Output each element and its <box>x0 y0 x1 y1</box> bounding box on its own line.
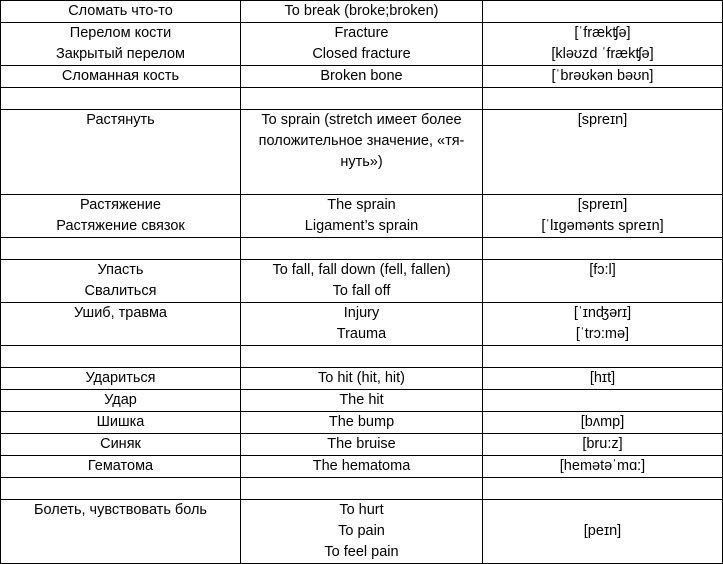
russian-cell-text: Растяжение <box>80 197 161 213</box>
transcription-cell-text: [ˈfrækʧə] <box>574 25 631 41</box>
english-cell <box>241 434 483 456</box>
english-cell <box>241 23 483 66</box>
russian-cell-text: Синяк <box>100 436 141 452</box>
russian-cell-text: Сломанная кость <box>61 68 180 84</box>
english-cell-text: To pain <box>338 523 385 539</box>
transcription-cell <box>483 303 723 346</box>
english-cell <box>241 1 483 23</box>
table-row <box>1 303 723 346</box>
transcription-cell-text: [bʌmp] <box>580 414 625 430</box>
russian-cell-text <box>5 346 236 367</box>
english-cell-text: The sprain <box>327 197 396 213</box>
transcription-cell-text: [ˈtrɔ:mə] <box>575 326 630 342</box>
table-row <box>1 478 723 500</box>
table-row <box>1 195 723 238</box>
english-cell <box>241 195 483 238</box>
english-cell <box>241 478 483 500</box>
russian-cell-text <box>5 238 236 259</box>
transcription-cell <box>483 434 723 456</box>
english-cell-text: To fall off <box>332 283 391 299</box>
transcription-cell-text: [ˈlɪgəmənts spreɪn] <box>541 218 664 234</box>
russian-cell <box>1 412 241 434</box>
russian-cell-text: Болеть, чувствовать боль <box>34 502 207 518</box>
russian-cell <box>1 368 241 390</box>
english-cell <box>241 368 483 390</box>
table-row <box>1 390 723 412</box>
transcription-cell-text <box>487 478 718 499</box>
russian-cell <box>1 195 241 238</box>
table-row <box>1 260 723 303</box>
english-cell-text: To sprain (stretch имеет более положительное значение, «тя-нуть») <box>258 112 465 170</box>
transcription-cell <box>483 88 723 110</box>
transcription-cell-text: [spreɪn] <box>577 197 628 213</box>
english-cell <box>241 88 483 110</box>
russian-cell <box>1 238 241 260</box>
transcription-cell <box>483 260 723 303</box>
english-cell <box>241 303 483 346</box>
russian-cell-text <box>5 88 236 109</box>
english-cell-text: Broken bone <box>320 68 403 84</box>
table-row <box>1 456 723 478</box>
russian-cell-text: Удариться <box>85 370 156 386</box>
transcription-cell-text <box>487 88 718 109</box>
transcription-cell-text: [hemətəˈmɑ:] <box>559 458 646 474</box>
russian-cell <box>1 303 241 346</box>
english-cell-text: Fracture <box>334 25 389 41</box>
english-cell <box>241 412 483 434</box>
table-row <box>1 434 723 456</box>
transcription-cell <box>483 368 723 390</box>
vocabulary-table-body <box>1 1 723 564</box>
english-cell <box>241 390 483 412</box>
english-cell-text <box>251 88 472 109</box>
russian-cell-text: Растяжение связок <box>56 218 185 234</box>
transcription-cell-text <box>487 346 718 367</box>
english-cell <box>241 238 483 260</box>
transcription-cell-text: [kləʊzd ˈfrækʧə] <box>551 46 654 62</box>
transcription-cell <box>483 390 723 412</box>
russian-cell-text: Гематома <box>87 458 154 474</box>
english-cell-text: The hematoma <box>312 458 411 474</box>
russian-cell <box>1 434 241 456</box>
russian-cell-text: Шишка <box>96 414 145 430</box>
transcription-cell-text: [hɪt] <box>589 370 616 386</box>
table-row <box>1 23 723 66</box>
transcription-cell <box>483 195 723 238</box>
transcription-cell-text <box>487 500 718 521</box>
transcription-cell-text: [ˈbrəʊkən bəʊn] <box>551 68 654 84</box>
russian-cell <box>1 23 241 66</box>
russian-cell <box>1 110 241 195</box>
table-row <box>1 238 723 260</box>
russian-cell-text <box>5 478 236 499</box>
english-cell-text: Injury <box>343 305 380 321</box>
russian-cell <box>1 1 241 23</box>
russian-cell-text: Сломать что-то <box>68 3 173 19</box>
english-cell-text <box>251 238 472 259</box>
english-cell-text: The hit <box>339 392 384 408</box>
english-cell-text: To hurt <box>339 502 384 518</box>
table-row <box>1 66 723 88</box>
russian-cell <box>1 456 241 478</box>
transcription-cell-text: [peɪn] <box>583 523 622 539</box>
transcription-cell <box>483 238 723 260</box>
transcription-cell-text: [fɔ:l] <box>589 262 616 278</box>
english-cell-text: The bump <box>328 414 395 430</box>
english-cell <box>241 260 483 303</box>
english-cell-text: Ligament’s sprain <box>304 218 419 234</box>
transcription-cell <box>483 456 723 478</box>
russian-cell <box>1 390 241 412</box>
russian-cell-text: Удар <box>104 392 137 408</box>
english-cell <box>241 456 483 478</box>
russian-cell-text: Свалиться <box>84 283 157 299</box>
russian-cell-text: Упасть <box>97 262 144 278</box>
english-cell-text <box>251 478 472 499</box>
english-cell <box>241 110 483 195</box>
transcription-cell <box>483 346 723 368</box>
transcription-cell-text: [ˈɪnʤərɪ] <box>573 305 632 321</box>
english-cell-text: To fall, fall down (fell, fallen) <box>272 262 451 278</box>
table-row <box>1 368 723 390</box>
transcription-cell <box>483 478 723 500</box>
russian-cell <box>1 478 241 500</box>
russian-cell <box>1 346 241 368</box>
transcription-cell <box>483 23 723 66</box>
russian-cell-text: Закрытый перелом <box>55 46 186 62</box>
transcription-cell <box>483 110 723 195</box>
russian-cell-text: Перелом кости <box>69 25 172 41</box>
english-cell-text <box>251 346 472 367</box>
transcription-cell-text <box>487 1 718 22</box>
table-row <box>1 346 723 368</box>
english-cell <box>241 346 483 368</box>
transcription-cell <box>483 412 723 434</box>
transcription-cell <box>483 1 723 23</box>
transcription-cell-text <box>487 238 718 259</box>
english-cell <box>241 66 483 88</box>
english-cell-text: To break (broke;broken) <box>284 3 439 19</box>
english-cell-text: To hit (hit, hit) <box>317 370 406 386</box>
english-cell-text: To feel pain <box>324 544 399 560</box>
table-row <box>1 1 723 23</box>
russian-cell <box>1 88 241 110</box>
russian-cell-text: Растянуть <box>86 112 155 128</box>
transcription-cell-text: [spreɪn] <box>577 112 628 128</box>
russian-cell <box>1 66 241 88</box>
table-row <box>1 110 723 195</box>
russian-cell-text: Ушиб, травма <box>74 305 167 321</box>
english-cell-text: The bruise <box>327 436 396 452</box>
english-cell-text: Trauma <box>336 326 387 342</box>
transcription-cell-text: [bru:z] <box>582 436 623 452</box>
transcription-cell <box>483 66 723 88</box>
table-row <box>1 88 723 110</box>
russian-cell <box>1 260 241 303</box>
table-row <box>1 412 723 434</box>
transcription-cell-text <box>487 390 718 411</box>
english-cell-text: Closed fracture <box>312 46 411 62</box>
